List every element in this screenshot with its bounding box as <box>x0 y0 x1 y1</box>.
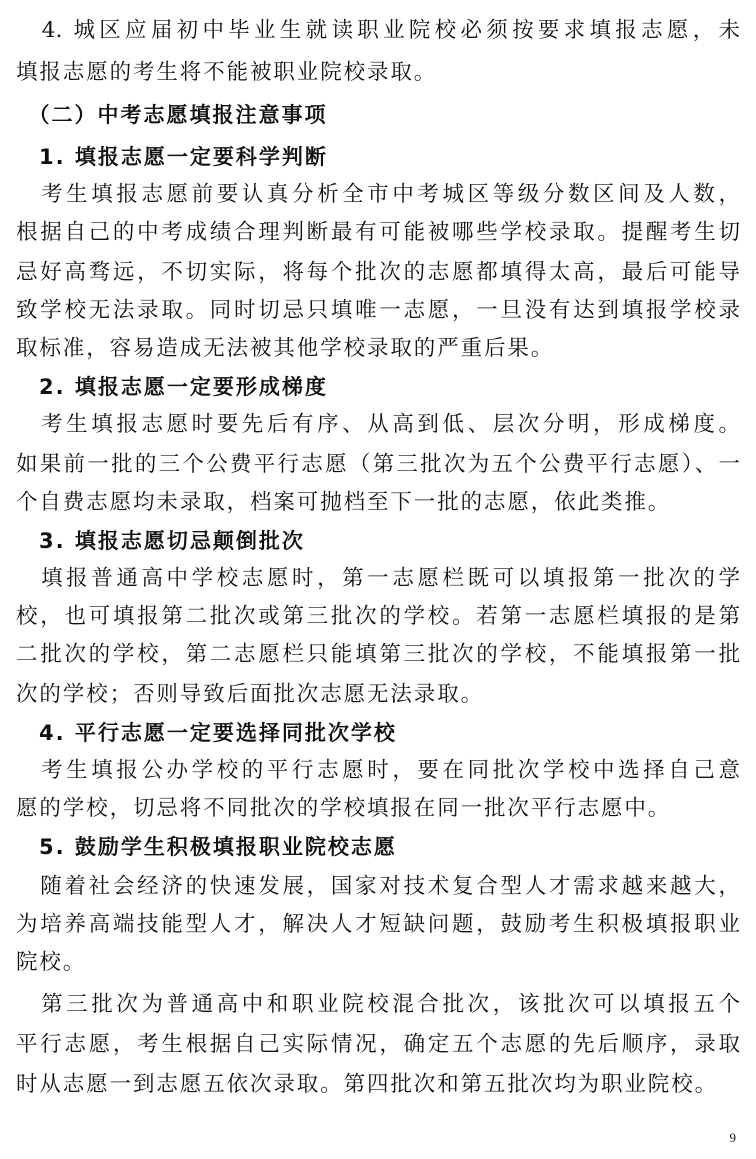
paragraph-line: 第三批次为普通高中和职业院校混合批次，该批次可以填报五个 <box>16 992 740 1017</box>
paragraph-line: 取标准，容易造成无法被其他学校录取的严重后果。 <box>16 336 555 361</box>
paragraph-line: 根据自己的中考成绩合理判断最有可能被哪些学校录取。提醒考生切 <box>16 220 740 245</box>
subsection-heading: 1. 填报志愿一定要科学判断 <box>16 145 328 169</box>
paragraph-line: 二批次的学校，第二志愿栏只能填第三批次的学校，不能填报第一批 <box>16 642 740 667</box>
paragraph-line: 致学校无法录取。同时切忌只填唯一志愿，一旦没有达到填报学校录 <box>16 298 740 323</box>
paragraph-line: 校，也可填报第二批次或第三批次的学校。若第一志愿栏填报的是第 <box>16 604 740 629</box>
paragraph-line: 填报普通高中学校志愿时，第一志愿栏既可以填报第一批次的学 <box>16 566 740 591</box>
paragraph-line: 考生填报志愿前要认真分析全市中考城区等级分数区间及人数， <box>16 182 740 207</box>
paragraph-line: 4. 城区应届初中毕业生就读职业院校必须按要求填报志愿，未 <box>16 18 740 43</box>
subsection-heading: 2. 填报志愿一定要形成梯度 <box>16 375 328 399</box>
paragraph-line: 次的学校；否则导致后面批次志愿无法录取。 <box>16 682 485 707</box>
paragraph-line: 随着社会经济的快速发展，国家对技术复合型人才需求越来越大， <box>16 874 740 899</box>
paragraph-line: 时从志愿一到志愿五依次录取。第四批次和第五批次均为职业院校。 <box>16 1072 719 1097</box>
page-number: 9 <box>729 1130 736 1145</box>
paragraph-line: 院校。 <box>16 950 87 975</box>
paragraph-line: 为培养高端技能型人才，解决人才短缺问题，鼓励考生积极填报职业 <box>16 912 740 937</box>
subsection-heading: 5. 鼓励学生积极填报职业院校志愿 <box>16 835 397 859</box>
subsection-heading: 4. 平行志愿一定要选择同批次学校 <box>16 721 397 745</box>
paragraph-line: 如果前一批的三个公费平行志愿（第三批次为五个公费平行志愿）、一 <box>16 452 740 477</box>
subsection-heading: 3. 填报志愿切忌颠倒批次 <box>16 529 305 553</box>
paragraph-line: 个自费志愿均未录取，档案可抛档至下一批的志愿，依此类推。 <box>16 490 672 515</box>
section-heading: （二）中考志愿填报注意事项 <box>16 103 328 127</box>
paragraph-line: 忌好高骛远，不切实际，将每个批次的志愿都填得太高，最后可能导 <box>16 260 740 285</box>
paragraph-line: 考生填报公办学校的平行志愿时，要在同批次学校中选择自己意 <box>16 758 740 783</box>
paragraph-line: 平行志愿，考生根据自己实际情况，确定五个志愿的先后顺序，录取 <box>16 1032 740 1057</box>
paragraph-line: 考生填报志愿时要先后有序、从高到低、层次分明，形成梯度。 <box>16 412 740 437</box>
paragraph-line: 填报志愿的考生将不能被职业院校录取。 <box>16 60 438 85</box>
paragraph-line: 愿的学校，切忌将不同批次的学校填报在同一批次平行志愿中。 <box>16 796 672 821</box>
